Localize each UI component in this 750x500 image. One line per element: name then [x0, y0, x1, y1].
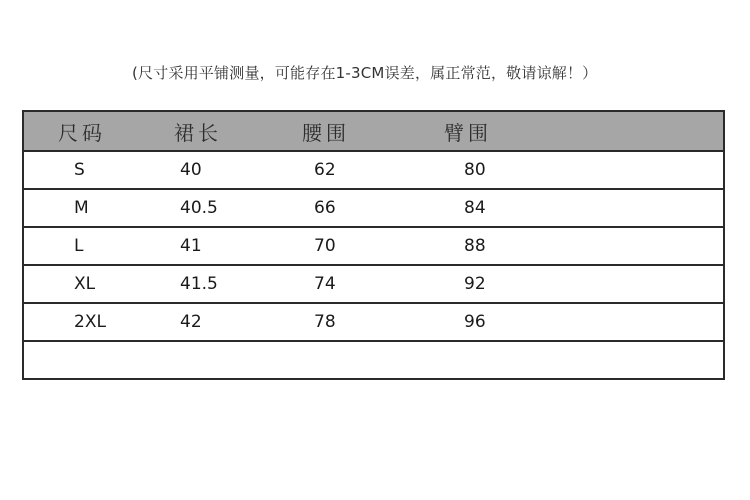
header-skirt-length: 裙长	[174, 120, 222, 145]
cell-size: 2XL	[74, 312, 106, 332]
cell-arm: 96	[464, 312, 486, 332]
measurement-note: (尺寸采用平铺测量，可能存在1-3CM误差，属正常范，敬请谅解！）	[132, 64, 598, 82]
cell-size: M	[74, 198, 89, 218]
cell-arm: 88	[464, 236, 486, 256]
header-waist: 腰围	[302, 120, 350, 145]
cell-skirt-length: 42	[180, 312, 202, 332]
cell-size: L	[74, 236, 84, 256]
cell-waist: 70	[314, 236, 336, 256]
table-row	[24, 266, 723, 304]
cell-waist: 66	[314, 198, 336, 218]
table-row	[24, 228, 723, 266]
cell-waist: 78	[314, 312, 336, 332]
cell-skirt-length: 40	[180, 160, 202, 180]
cell-arm: 80	[464, 160, 486, 180]
header-arm: 臂围	[444, 120, 492, 145]
cell-waist: 74	[314, 274, 336, 294]
table-row	[24, 190, 723, 228]
cell-size: S	[74, 160, 85, 180]
cell-skirt-length: 41	[180, 236, 202, 256]
cell-skirt-length: 41.5	[180, 274, 218, 294]
table-header-row	[24, 112, 723, 152]
size-table	[22, 110, 725, 380]
cell-arm: 92	[464, 274, 486, 294]
empty-table-row	[24, 342, 723, 378]
cell-size: XL	[74, 274, 96, 294]
cell-waist: 62	[314, 160, 336, 180]
table-row	[24, 152, 723, 190]
table-row	[24, 304, 723, 342]
cell-skirt-length: 40.5	[180, 198, 218, 218]
header-size: 尺码	[58, 120, 106, 145]
cell-arm: 84	[464, 198, 486, 218]
